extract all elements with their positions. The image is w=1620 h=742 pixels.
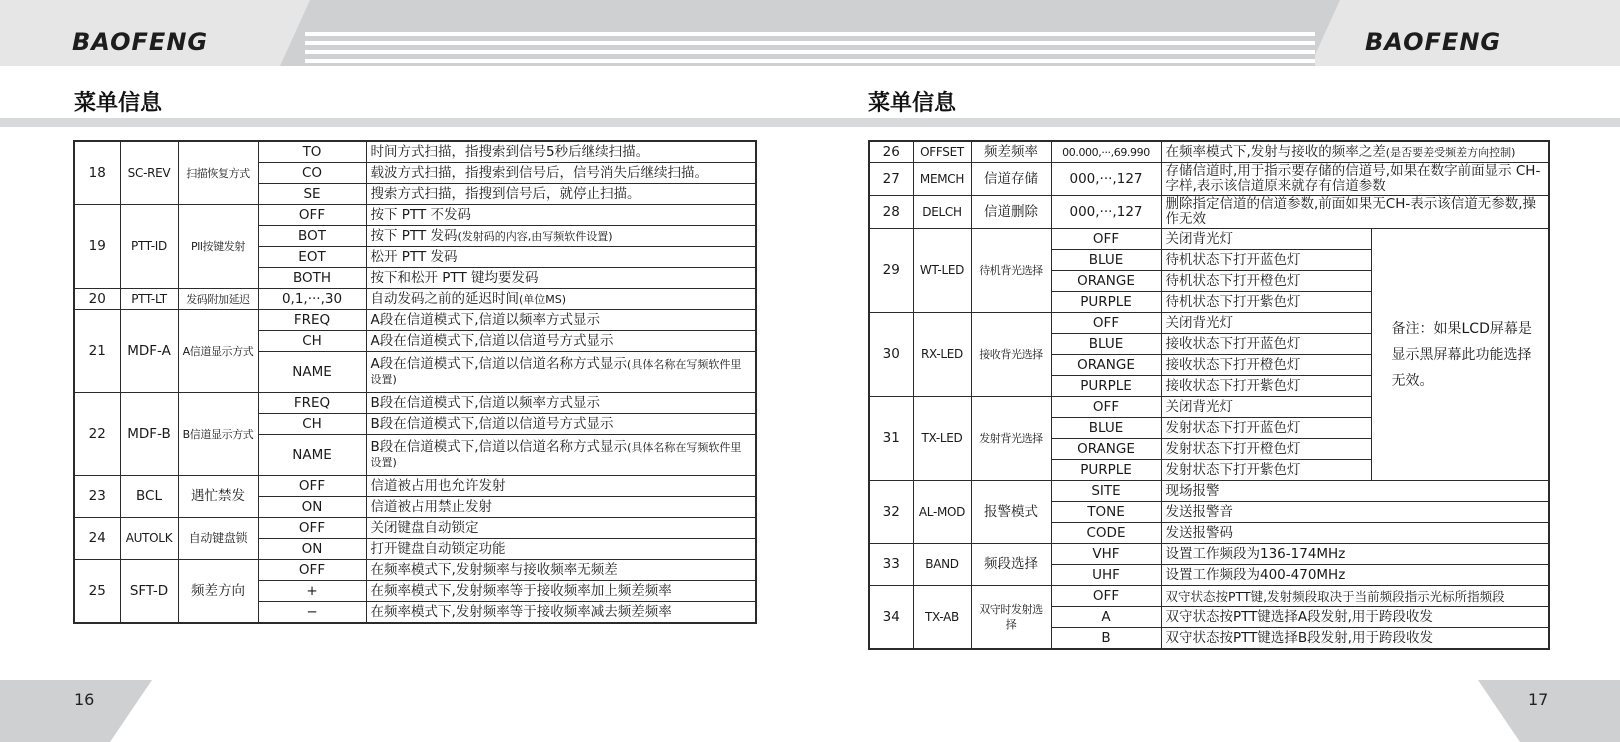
description-text: 设置工作频段为400-470MHz <box>1165 566 1346 583</box>
description-text: 打开键盘自动锁定功能 <box>370 540 506 557</box>
menu-number: 20 <box>74 289 120 310</box>
option-value: + <box>258 581 366 602</box>
menu-name: 频差频率 <box>971 141 1051 163</box>
menu-name: 接收背光选择 <box>971 313 1051 397</box>
option-description <box>1161 544 1549 565</box>
option-value: OFF <box>258 476 366 497</box>
menu-code: RX-LED <box>913 313 971 397</box>
description-text: 待机状态下打开橙色灯 <box>1165 272 1301 289</box>
table-row <box>74 393 756 414</box>
option-value: BOTH <box>258 268 366 289</box>
option-description <box>1161 523 1549 544</box>
description-text: 关闭背光灯 <box>1165 398 1233 415</box>
table-row <box>869 141 1549 163</box>
menu-name: Pll按键发射 <box>178 205 258 289</box>
option-value: EOT <box>258 247 366 268</box>
option-description <box>1161 163 1549 196</box>
menu-name: 自动键盘锁 <box>178 518 258 560</box>
description-text: 松开 PTT 发码 <box>370 248 458 265</box>
option-description <box>1161 439 1371 460</box>
description-text: B段在信道模式下,信道以信道名称方式显示 <box>370 439 628 455</box>
option-value: 000,···,127 <box>1051 163 1161 196</box>
menu-number: 19 <box>74 205 120 289</box>
option-description <box>1161 376 1371 397</box>
description-text: 时间方式扫描，指搜索到信号5秒后继续扫描。 <box>370 143 650 160</box>
option-description <box>1161 141 1549 163</box>
option-description <box>366 289 756 310</box>
menu-code: TX-LED <box>913 397 971 481</box>
menu-number: 26 <box>869 141 913 163</box>
menu-code: WT-LED <box>913 229 971 313</box>
menu-table-right <box>868 140 1550 650</box>
table-row <box>74 141 756 163</box>
menu-number: 18 <box>74 141 120 205</box>
menu-code: TX-AB <box>913 586 971 650</box>
option-value: TONE <box>1051 502 1161 523</box>
option-value: UHF <box>1051 565 1161 586</box>
menu-code: SC-REV <box>120 141 178 205</box>
page-title-right: 菜单信息 <box>868 91 957 116</box>
menu-code: DELCH <box>913 196 971 229</box>
description-text: 接收状态下打开蓝色灯 <box>1165 335 1301 352</box>
menu-table-left <box>73 140 757 624</box>
option-description <box>366 184 756 205</box>
option-description <box>1161 418 1371 439</box>
option-description <box>1161 502 1549 523</box>
option-value: 00.000,···,69.990 <box>1051 141 1161 163</box>
menu-number: 21 <box>74 310 120 393</box>
menu-number: 28 <box>869 196 913 229</box>
description-text: 待机状态下打开蓝色灯 <box>1165 251 1301 268</box>
option-value: FREQ <box>258 310 366 331</box>
menu-name: 双守时发射选择 <box>971 586 1051 650</box>
option-value: 0,1,···,30 <box>258 289 366 310</box>
option-value: CH <box>258 331 366 352</box>
description-text: 关闭背光灯 <box>1165 230 1233 247</box>
description-text: 按下 PTT 发码 <box>370 227 458 244</box>
menu-code: MEMCH <box>913 163 971 196</box>
page-number-left: 16 <box>74 690 95 709</box>
description-text: B段在信道模式下,信道以信道号方式显示 <box>370 415 614 432</box>
option-description <box>366 560 756 581</box>
page-number-right: 17 <box>1528 690 1549 709</box>
option-description <box>366 393 756 414</box>
option-value: OFF <box>1051 229 1161 250</box>
option-value: OFF <box>258 560 366 581</box>
description-text: 按下和松开 PTT 键均要发码 <box>370 269 539 286</box>
menu-number: 34 <box>869 586 913 650</box>
option-value: ON <box>258 539 366 560</box>
menu-code: PTT-LT <box>120 289 178 310</box>
option-description <box>1161 460 1371 481</box>
option-value: CO <box>258 163 366 184</box>
option-description <box>366 141 756 163</box>
description-text: 信道被占用禁止发射 <box>370 498 492 515</box>
table-row <box>74 560 756 581</box>
option-description <box>1161 250 1371 271</box>
option-description <box>366 331 756 352</box>
description-text: A段在信道模式下,信道以信道名称方式显示 <box>370 356 628 372</box>
table-row <box>74 310 756 331</box>
page-title-left: 菜单信息 <box>74 91 163 116</box>
option-description <box>1161 628 1549 650</box>
description-text: 在频率模式下,发射频率等于接收频率加上频差频率 <box>370 582 672 599</box>
option-value: ORANGE <box>1051 439 1161 460</box>
option-description <box>1161 196 1549 229</box>
description-note: (单位MS) <box>519 292 567 306</box>
brand-logo-right: BAOFENG <box>1365 28 1502 56</box>
description-note: (具体名称在写频软件里设置) <box>370 441 742 469</box>
description-text: 接收状态下打开橙色灯 <box>1165 356 1301 373</box>
menu-code: MDF-A <box>120 310 178 393</box>
menu-code: OFFSET <box>913 141 971 163</box>
menu-name: 扫描恢复方式 <box>178 141 258 205</box>
option-description <box>1161 313 1371 334</box>
option-description <box>1161 586 1549 607</box>
menu-code: PTT-ID <box>120 205 178 289</box>
option-value: NAME <box>258 435 366 476</box>
footer-left-slant <box>110 680 152 742</box>
description-text: 按下 PTT 不发码 <box>370 206 471 223</box>
description-text: 发射状态下打开蓝色灯 <box>1165 419 1301 436</box>
description-text: B段在信道模式下,信道以频率方式显示 <box>370 394 601 411</box>
menu-name: 信道存储 <box>971 163 1051 196</box>
option-description <box>1161 607 1549 628</box>
option-description <box>1161 229 1371 250</box>
option-description <box>1161 292 1371 313</box>
table-row <box>74 518 756 539</box>
option-description <box>366 581 756 602</box>
option-value: BLUE <box>1051 418 1161 439</box>
description-text: 存储信道时,用于指示要存储的信道号,如果在数字前面显示 CH- 字样,表示该信道原来就存有信道参数 <box>1165 163 1541 194</box>
description-text: 发送报警音 <box>1165 503 1233 520</box>
option-value: PURPLE <box>1051 460 1161 481</box>
option-description <box>366 352 756 393</box>
option-description <box>366 163 756 184</box>
option-value: ORANGE <box>1051 355 1161 376</box>
description-text: 发送报警码 <box>1165 524 1233 541</box>
option-value: CH <box>258 414 366 435</box>
lcd-note: 备注：如果LCD屏幕是显示黑屏幕此功能选择无效。 <box>1371 229 1549 481</box>
description-text: 双守状态按PTT键选择A段发射,用于跨段收发 <box>1165 608 1433 625</box>
option-description <box>366 476 756 497</box>
option-value: OFF <box>1051 586 1161 607</box>
menu-number: 29 <box>869 229 913 313</box>
description-text: 载波方式扫描，指搜索到信号后，信号消失后继续扫描。 <box>370 164 708 181</box>
description-text: 发射状态下打开橙色灯 <box>1165 440 1301 457</box>
description-text: 双守状态按PTT键,发射频段取决于当前频段指示光标所指频段 <box>1165 588 1505 604</box>
description-text: A段在信道模式下,信道以频率方式显示 <box>370 311 601 328</box>
option-description <box>1161 397 1371 418</box>
menu-code: AUTOLK <box>120 518 178 560</box>
option-value: OFF <box>258 205 366 226</box>
menu-name: 频差方向 <box>178 560 258 624</box>
option-value: ORANGE <box>1051 271 1161 292</box>
menu-name: 信道删除 <box>971 196 1051 229</box>
option-value: − <box>258 602 366 624</box>
footer-right-slant <box>1478 680 1520 742</box>
menu-code: BCL <box>120 476 178 518</box>
option-value: OFF <box>258 518 366 539</box>
description-text: 自动发码之前的延迟时间 <box>370 290 519 307</box>
menu-code: AL-MOD <box>913 481 971 544</box>
table-row <box>74 476 756 497</box>
description-text: A段在信道模式下,信道以信道号方式显示 <box>370 332 614 349</box>
description-text: 接收状态下打开紫色灯 <box>1165 377 1301 394</box>
option-description <box>366 247 756 268</box>
option-description <box>366 205 756 226</box>
option-value: OFF <box>1051 397 1161 418</box>
menu-code: SFT-D <box>120 560 178 624</box>
description-text: 在频率模式下,发射与接收的频率之差 <box>1165 143 1386 160</box>
option-value: SE <box>258 184 366 205</box>
table-row <box>869 229 1549 250</box>
description-text: 在频率模式下,发射频率与接收频率无频差 <box>370 561 618 578</box>
menu-name: A信道显示方式 <box>178 310 258 393</box>
option-description <box>1161 481 1549 502</box>
option-value: 000,···,127 <box>1051 196 1161 229</box>
option-value: PURPLE <box>1051 292 1161 313</box>
separator-strip <box>0 118 1620 127</box>
option-value: SITE <box>1051 481 1161 502</box>
option-value: B <box>1051 628 1161 650</box>
description-text: 发射状态下打开紫色灯 <box>1165 461 1301 478</box>
option-value: BOT <box>258 226 366 247</box>
option-value: FREQ <box>258 393 366 414</box>
option-value: VHF <box>1051 544 1161 565</box>
header-stripes <box>305 32 1315 66</box>
option-description <box>366 602 756 624</box>
option-value: BLUE <box>1051 334 1161 355</box>
table-row <box>74 289 756 310</box>
description-text: 关闭键盘自动锁定 <box>370 519 479 536</box>
option-value: A <box>1051 607 1161 628</box>
option-description <box>366 226 756 247</box>
description-text: 信道被占用也允许发射 <box>370 477 506 494</box>
description-text: 搜索方式扫描，指搜到信号后，就停止扫描。 <box>370 185 641 202</box>
menu-name: 遇忙禁发 <box>178 476 258 518</box>
menu-name: 发射背光选择 <box>971 397 1051 481</box>
option-value: CODE <box>1051 523 1161 544</box>
option-description <box>366 518 756 539</box>
description-text: 双守状态按PTT键选择B段发射,用于跨段收发 <box>1165 629 1433 646</box>
option-value: PURPLE <box>1051 376 1161 397</box>
menu-name: 发码附加延迟 <box>178 289 258 310</box>
table-row <box>869 481 1549 502</box>
option-description <box>1161 355 1371 376</box>
menu-name: 待机背光选择 <box>971 229 1051 313</box>
menu-number: 24 <box>74 518 120 560</box>
option-description <box>366 414 756 435</box>
option-description <box>1161 565 1549 586</box>
menu-number: 27 <box>869 163 913 196</box>
description-text: 删除指定信道的信道参数,前面如果无CH-表示该信道无参数,操作无效 <box>1165 196 1537 227</box>
option-value: NAME <box>258 352 366 393</box>
option-value: TO <box>258 141 366 163</box>
option-value: ON <box>258 497 366 518</box>
option-description <box>1161 334 1371 355</box>
description-note: (是否要差受频差方向控制) <box>1385 145 1516 159</box>
description-text: 设置工作频段为136-174MHz <box>1165 545 1346 562</box>
option-description <box>366 268 756 289</box>
description-note: (具体名称在写频软件里设置) <box>370 358 742 386</box>
menu-number: 25 <box>74 560 120 624</box>
option-value: BLUE <box>1051 250 1161 271</box>
menu-number: 23 <box>74 476 120 518</box>
option-description <box>366 497 756 518</box>
option-description <box>366 539 756 560</box>
table-row <box>869 163 1549 196</box>
table-row <box>74 205 756 226</box>
description-text: 关闭背光灯 <box>1165 314 1233 331</box>
menu-name: B信道显示方式 <box>178 393 258 476</box>
menu-number: 33 <box>869 544 913 586</box>
menu-number: 30 <box>869 313 913 397</box>
menu-name: 报警模式 <box>971 481 1051 544</box>
menu-number: 22 <box>74 393 120 476</box>
menu-name: 频段选择 <box>971 544 1051 586</box>
menu-number: 31 <box>869 397 913 481</box>
menu-code: MDF-B <box>120 393 178 476</box>
menu-number: 32 <box>869 481 913 544</box>
brand-logo-left: BAOFENG <box>72 28 209 56</box>
option-description <box>1161 271 1371 292</box>
description-text: 在频率模式下,发射频率等于接收频率减去频差频率 <box>370 603 672 620</box>
menu-code: BAND <box>913 544 971 586</box>
description-text: 现场报警 <box>1165 482 1220 499</box>
option-value: OFF <box>1051 313 1161 334</box>
description-text: 待机状态下打开紫色灯 <box>1165 293 1301 310</box>
option-description <box>366 310 756 331</box>
description-note: (发射码的内容,由写频软件设置) <box>457 229 613 243</box>
table-row <box>869 586 1549 607</box>
table-row <box>869 544 1549 565</box>
table-row <box>869 196 1549 229</box>
option-description <box>366 435 756 476</box>
